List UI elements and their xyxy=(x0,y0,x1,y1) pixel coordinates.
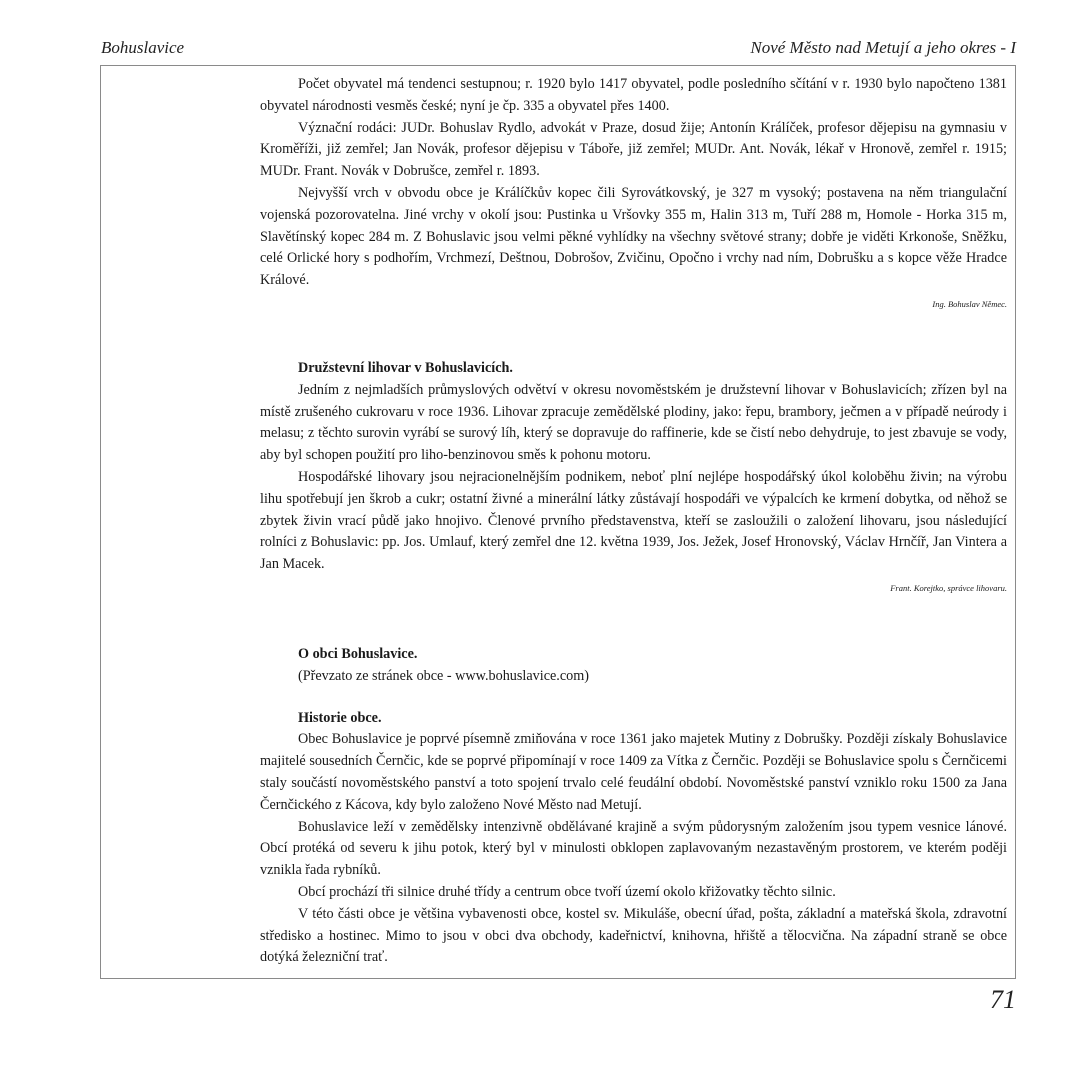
author-signature: Frant. Korejtko, správce lihovaru. xyxy=(890,582,1007,593)
section-about-village xyxy=(260,644,1007,688)
section-distillery xyxy=(260,358,1007,594)
source-note: (Převzato ze stránek obce - www.bohuslavice.com) xyxy=(298,667,589,684)
text-column xyxy=(260,74,1007,969)
paragraph: Nejvyšší vrch v obvodu obce je Králíčkův kopec čili Syrovátkovský, je 327 m vysoký; postavena na něm triangulační vojenská pozorovatelna. Jiné vrchy v okolí jsou: Pustinka u Vršovky 355 m, Halin 313 m, Tuří 288 m, Homole - Horka 315 m, Slavětínský kopec 284 m. Z Bohuslavic jsou velmi pěkné vyhlídky na všechny světové strany; dobře je viděti Krkonoše, Sněžku, celé Orlické hory s podhořím, Vrchmezí, Deštnou, Dobrošov, Zvičinu, Opočno i vrchy nad ním, Dobrušku a s kopce věže Hradce Králové. xyxy=(260,184,1007,289)
paragraph: Jedním z nejmladších průmyslových odvětví v okresu novoměstském je družstevní lihovar v Bohuslavicích; zřízen byl na místě zrušeného cukrovaru v roce 1936. Lihovar zpracuje zemědělské plodiny, jako: řepu, brambory, ječmen a v případě neúrody i melasu; z těchto surovin vyrábí se surový líh, který se dopravuje do raffinerie, kde se čistí nebo dehydruje, to jest zbavuje se vody, aby byl schopen použití pro liho-benzinovou směs k pohonu motoru. xyxy=(260,381,1007,464)
section-population xyxy=(260,74,1007,310)
paragraph: V této části obce je většina vybavenosti obce, kostel sv. Mikuláše, obecní úřad, pošta, základní a mateřská škola, zdravotní středisko a hostinec. Mimo to jsou v obci dva obchody, kadeřnictví, knihovna, hřiště a tělocvična. Na západní straně se obce dotýká železniční trať. xyxy=(260,905,1007,966)
paragraph: Hospodářské lihovary jsou nejracionelnějším podnikem, neboť plní nejlépe hospodářský úkol koloběhu živin; na výrobu lihu spotřebují jen škrob a cukr; ostatní živné a minerální látky zůstávají hospodáři ve výpalcích ke krmení dobytka, od něhož se zbytek živin vrací půdě jako hnojivo. Členové prvního představenstva, kteří se zasloužili o založení lihovaru, jsou následující rolníci z Bohuslavic: pp. Jos. Umlauf, který zemřel dne 12. května 1939, Jos. Ježek, Josef Hronovský, Václav Hrnčíř, Jan Vintera a Jan Macek. xyxy=(260,468,1007,573)
paragraph: Bohuslavice leží v zemědělsky intenzivně obdělávané krajině a svým půdorysným založením jsou typem vesnice lánové. Obcí protéká od severu k jihu potok, který byl v minulosti obklopen zaplavovaným nezastavěným prostorem, ve kterém poději vznikla řada rybníků. xyxy=(260,818,1007,879)
paragraph: Význační rodáci: JUDr. Bohuslav Rydlo, advokát v Praze, dosud žije; Antonín Králíček, profesor dějepisu na gymnasiu v Kroměříži, již zemřel; Jan Novák, profesor dějepisu v Táboře, již zemřel; MUDr. Ant. Novák, lékař v Hronově, zemřel r. 1915; MUDr. Frant. Novák v Dobrušce, zemřel r. 1893. xyxy=(260,119,1007,180)
page-number: 71 xyxy=(990,985,1016,1014)
paragraph: Obcí prochází tři silnice druhé třídy a centrum obce tvoří území okolo křižovatky těchto silnic. xyxy=(298,883,836,900)
section-title: Družstevní lihovar v Bohuslavicích. xyxy=(298,359,513,376)
section-title: Historie obce. xyxy=(298,709,382,726)
running-header-left: Bohuslavice xyxy=(101,38,185,57)
section-history xyxy=(260,708,1007,970)
author-signature: Ing. Bohuslav Němec. xyxy=(932,298,1007,309)
paragraph: Počet obyvatel má tendenci sestupnou; r. 1920 bylo 1417 obyvatel, podle posledního sčítání v r. 1930 bylo napočteno 1381 obyvatel národnosti vesměs české; nyní je čp. 335 a obyvatel přes 1400. xyxy=(260,76,1007,114)
section-title: O obci Bohuslavice. xyxy=(298,645,418,662)
running-header-right: Nové Město nad Metují a jeho okres - I xyxy=(750,38,1016,57)
paragraph: Obec Bohuslavice je poprvé písemně zmiňována v roce 1361 jako majetek Mutiny z Dobrušky. Později získaly Bohuslavice majitelé sousedních Černčic, kde se poprvé připomínají v roce 1409 za Vítka z Černčic. Později se Bohuslavice spolu s Černčicemi staly součástí novoměstského panství a toto spojení trvalo celé feudální období. Novoměstské panství vzniklo roku 1500 za Jana Černčického z Kácova, kdy bylo založeno Nové Město nad Metují. xyxy=(260,731,1007,813)
